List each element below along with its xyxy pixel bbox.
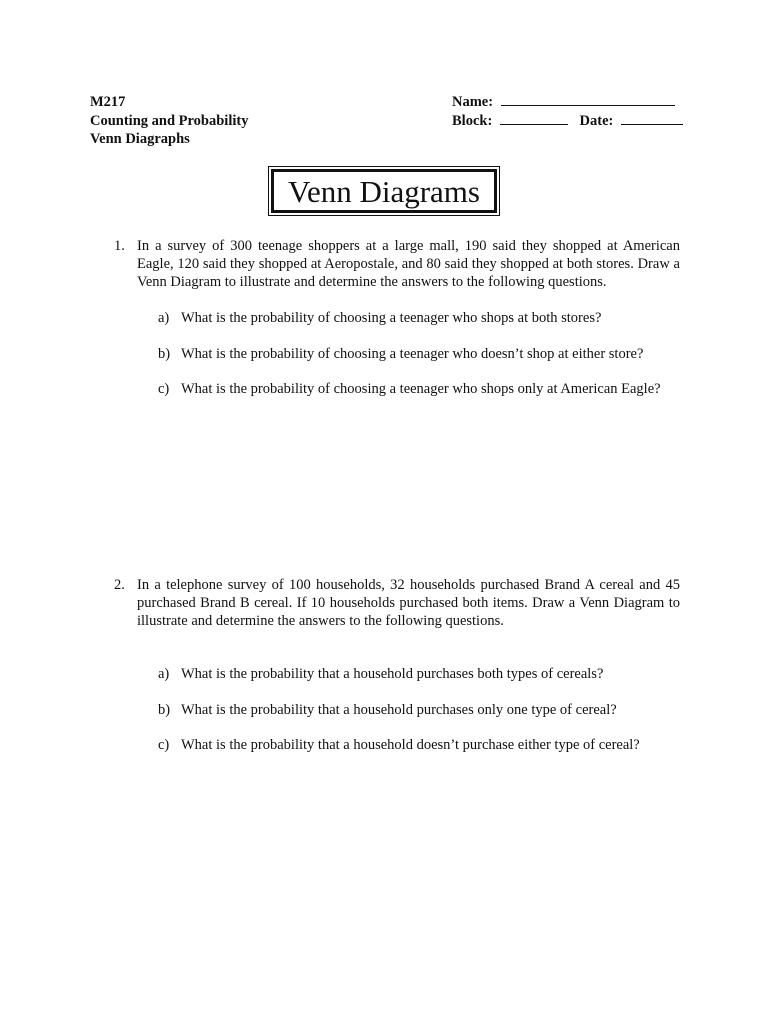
question-1-part-a: [158, 309, 680, 327]
question-1-part-b: [158, 345, 680, 363]
course-code: M217: [90, 94, 126, 110]
question-2-part-a: [158, 665, 680, 683]
part-label: c): [158, 737, 170, 753]
question-2-part-c: [158, 736, 680, 754]
part-label: b): [158, 702, 171, 718]
student-info: [452, 93, 683, 130]
part-text: What is the probability of choosing a teenager who shops at both stores?: [181, 310, 602, 326]
part-label: c): [158, 381, 170, 397]
block-label: Block:: [452, 112, 493, 129]
name-label: Name:: [452, 94, 494, 110]
name-row: [452, 93, 683, 112]
unit-title: Counting and Probability: [90, 112, 249, 129]
date-label: Date:: [579, 112, 614, 129]
title-box: [268, 166, 500, 216]
part-label: b): [158, 346, 171, 362]
name-blank[interactable]: [501, 93, 675, 106]
part-text: What is the probability of choosing a teenager who doesn’t shop at either store?: [181, 346, 644, 362]
question-2: [114, 576, 680, 630]
question-number: 2.: [114, 577, 125, 593]
date-blank[interactable]: [621, 112, 683, 125]
question-2-part-b: [158, 701, 680, 719]
part-text: What is the probability that a household doesn’t purchase either type of cereal?: [181, 737, 640, 753]
question-1: [114, 237, 680, 291]
question-1-part-c: [158, 380, 680, 398]
page-title: Venn Diagrams: [271, 169, 497, 213]
part-text: What is the probability of choosing a teenager who shops only at American Eagle?: [181, 381, 661, 397]
part-text: What is the probability that a household purchases only one type of cereal?: [181, 702, 617, 718]
question-text: In a telephone survey of 100 households, 32 households purchased Brand A cereal and 45 purchased Brand B cereal. If 10 households purchased both items. Draw a Venn Diagram to illustrate and determine the answers to the following questions.: [137, 577, 680, 629]
part-label: a): [158, 310, 170, 326]
part-label: a): [158, 666, 170, 682]
block-blank[interactable]: [500, 112, 568, 125]
part-text: What is the probability that a household purchases both types of cereals?: [181, 666, 604, 682]
course-header: [90, 93, 248, 149]
block-date-row: [452, 112, 683, 131]
topic-title: Venn Diagraphs: [90, 131, 190, 147]
question-number: 1.: [114, 238, 125, 254]
question-text: In a survey of 300 teenage shoppers at a large mall, 190 said they shopped at American Eagle, 120 said they shopped at Aeropostale, and 80 said they shopped at both stores. Draw a Venn Diagram to illustrate and determine the answers to the following questions.: [137, 238, 680, 290]
